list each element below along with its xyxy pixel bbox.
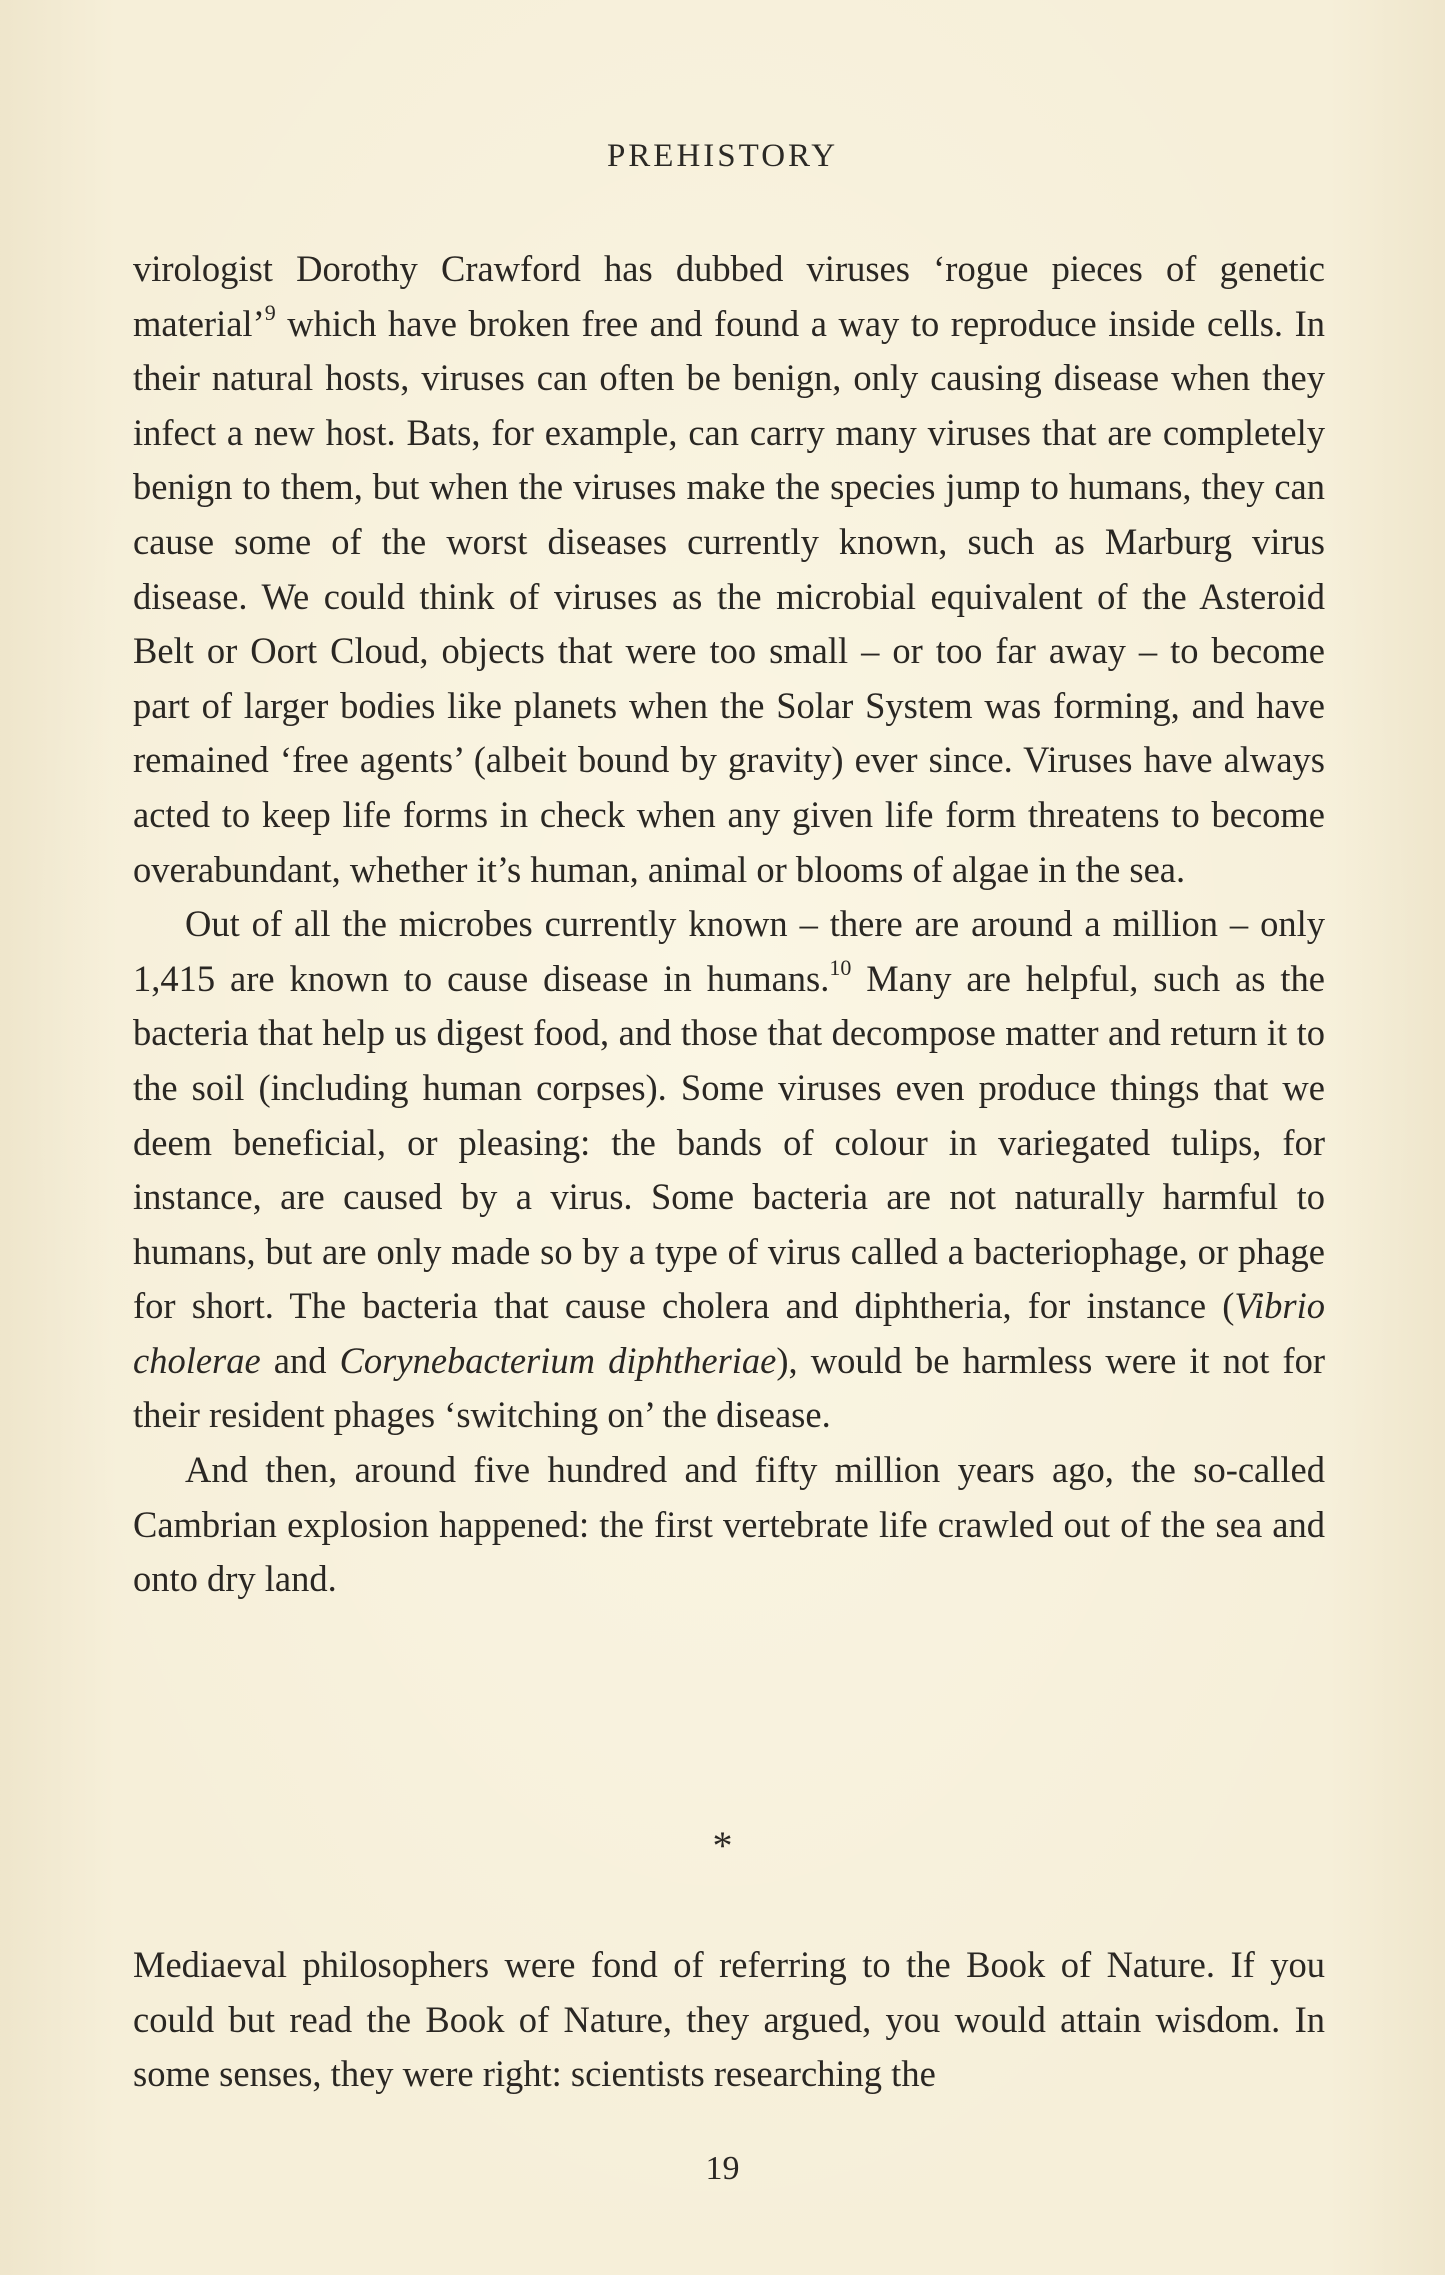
paragraph (133, 1443, 1325, 1607)
section-separator: * (712, 1823, 733, 1868)
paragraph-text: Many are helpful, such as the bacteria that help us digest food, and those that decompose matter and return it to the soil (including human corpses). Some viruses even produce things that we deem beneficial, or pleasing: the bands of colour in variegated tulips, for instance, are caused by a virus. Some bacteria are not naturally harmful to humans, but are only made so by a type of virus called a bacteriophage, or phage for short. The bacteria that cause cholera and diphtheria, for instance ( (133, 957, 1326, 1327)
footnote-reference: 9 (264, 299, 276, 325)
paragraph-text: Out of all the microbes currently known – there are around a million – only 1,415 are known to cause disease in humans. (133, 903, 1325, 999)
paragraph (133, 1938, 1325, 2102)
italic-text: Vibrio cholerae (133, 1285, 1325, 1381)
paragraph-text: which have broken free and found a way to reproduce inside cells. In their natural hosts, viruses can often be benign, only causing disease when they infect a new host. Bats, for example, can carry many viruses that are completely benign to them, but when the viruses make the species jump to humans, they can cause some of the worst diseases currently known, such as Marburg virus disease. We could think of viruses as the microbial equivalent of the Asteroid Belt or Oort Cloud, objects that were too small – or too far away – to become part of larger bodies like planets when the Solar System was forming, and have remained ‘free agents’ (albeit bound by gravity) ever since. Viruses have always acted to keep life forms in check when any given life form threatens to become overabundant, whether it’s human, animal or blooms of algae in the sea. (133, 302, 1325, 890)
paragraph-text: ), would be harmless were it not for their resident phages ‘switching on’ the disease. (133, 1339, 1326, 1436)
paragraph-text: virologist Dorothy Crawford has dubbed viruses ‘rogue pieces of genetic material’ (133, 248, 1325, 344)
continuation-text-block (133, 1938, 1325, 2102)
main-text-block (133, 242, 1325, 1607)
page-number: 19 (705, 2150, 740, 2187)
paragraph-text: Mediaeval philosophers were fond of referring to the Book of Nature. If you could but read the Book of Nature, they argued, you would attain wisdom. In some senses, they were right: scientists researching the (133, 1944, 1325, 2095)
paragraph-text: And then, around five hundred and fifty million years ago, the so-called Cambrian explosion happened: the first vertebrate life crawled out of the sea and onto dry land. (133, 1449, 1325, 1600)
paragraph (133, 897, 1325, 1443)
footnote-reference: 10 (829, 954, 852, 980)
italic-text: Corynebacterium diphtheriae (339, 1339, 777, 1381)
paragraph (133, 242, 1325, 897)
paragraph-text: and (260, 1339, 340, 1381)
running-head: PREHISTORY (606, 138, 839, 174)
